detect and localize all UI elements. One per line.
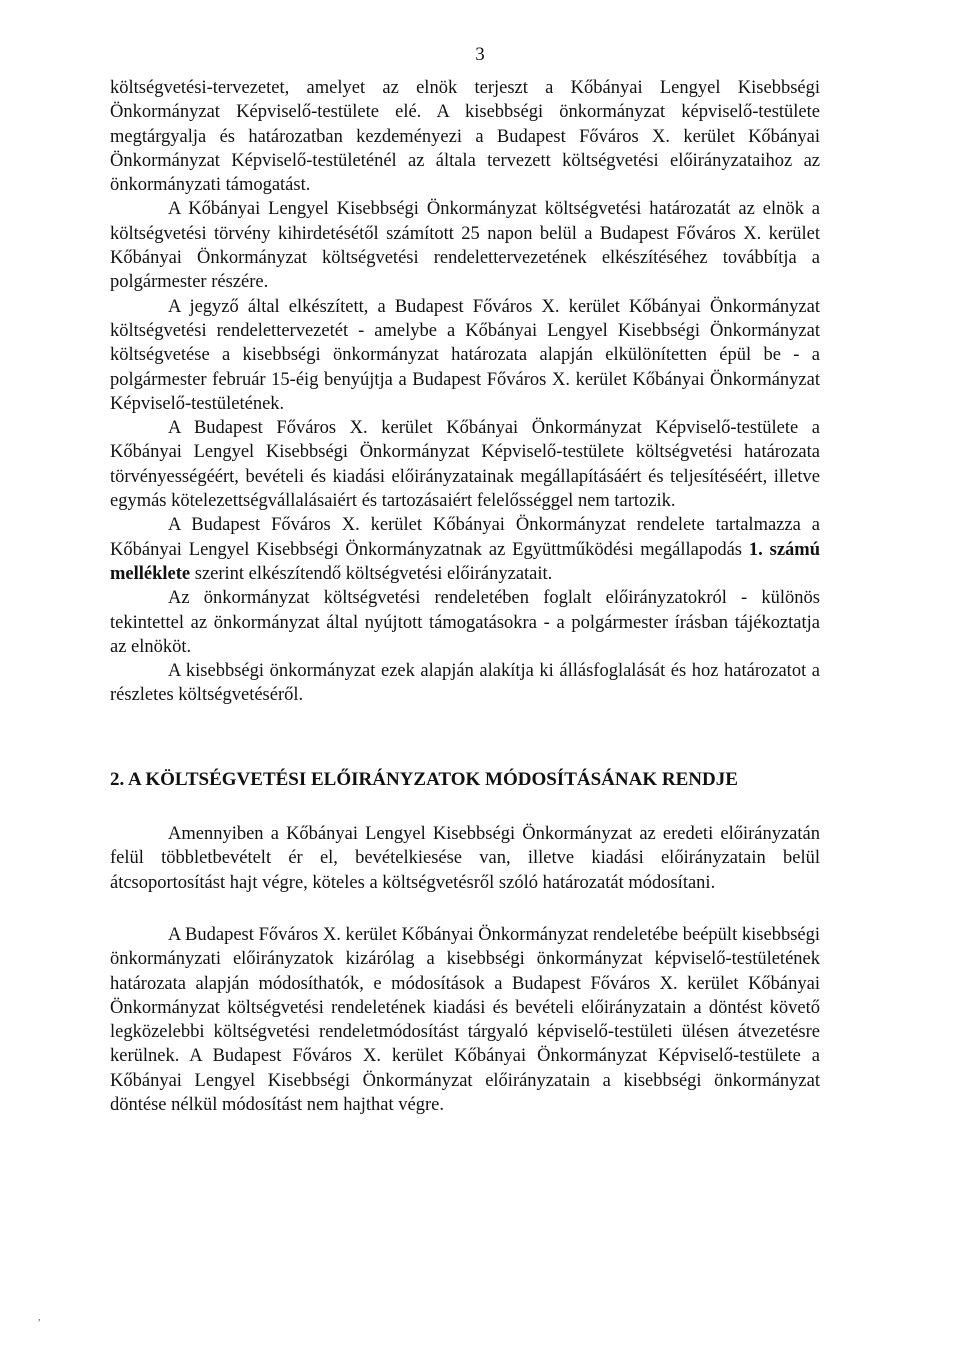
paragraph-liability: A Budapest Főváros X. kerület Kőbányai Önkormányzat Képviselő-testülete a Kőbányai Lengyel Kisebbségi Önkormányzat Képviselő-testülete költségvetési határozata törvényességéért, bevételi és kiadási előirányzatainak megállapításáért és teljesítéséért, illetve egymás kötelezettségvállalásaiért és tartozásaiért felelősséggel nem tartozik. [110,418,820,512]
paragraph-draft-regulation: A jegyző által elkészített, a Budapest Főváros X. kerület Kőbányai Önkormányzat költségvetési rendelettervezetét - amelybe a Kőbányai Lengyel Kisebbségi Önkormányzat költségvetése a kisebbségi önkormányzat határozata alapján elkülönítetten épül be - a polgármester február 15-éig benyújtja a Budapest Főváros X. kerület Kőbányai Önkormányzat Képviselő-testületének. [110,296,820,414]
paragraph-amendment-obligation: Amennyiben a Kőbányai Lengyel Kisebbségi Önkormányzat az eredeti előirányzatán felül többletbevételt ér el, bevételkiesése van, illetve kiadási előirányzatain belül átcsoportosítást hajt végre, köteles a költségvetésről szóló határozatát módosítani. [110,824,820,893]
document-body [110,76,820,1117]
paragraph-regulation-contents [110,513,820,586]
paragraph-detailed-budget: A kisebbségi önkormányzat ezek alapján alakítja ki állásfoglalását és hoz határozatot a részletes költségvetéséről. [110,661,820,706]
paragraph-budget-resolution: A Kőbányai Lengyel Kisebbségi Önkormányzat költségvetési határozatát az elnök a költségvetési törvény kihirdetésétől számított 25 napon belül a Budapest Főváros X. kerület Kőbányai Önkormányzat költségvetési rendelettervezetének elkészítéséhez továbbítja a polgármester részére. [110,199,820,293]
paragraph-mayor-information: Az önkormányzat költségvetési rendeletében foglalt előirányzatokról - különös tekintettel az önkormányzat által nyújtott támogatásokra - a polgármester írásban tájékoztatja az elnököt. [110,588,820,657]
p5-text-after: szerint elkészítendő költségvetési előirányzatait. [190,563,553,584]
annex-reference: 1. számú melléklete [110,539,820,584]
p5-text-before: A Budapest Főváros X. kerület Kőbányai Önkormányzat rendelete tartalmazza a Kőbányai Lengyel Kisebbségi Önkormányzatnak az Együttműködési megállapodás [110,515,820,560]
section-heading: 2. A KÖLTSÉGVETÉSI ELŐIRÁNYZATOK MÓDOSÍTÁSÁNAK RENDJE [110,768,738,790]
page-number: 3 [475,44,485,65]
paragraph-amendment-procedure: A Budapest Főváros X. kerület Kőbányai Önkormányzat rendeletébe beépült kisebbségi önkormányzati előirányzatok kizárólag a kisebbségi önkormányzat képviselő-testületének határozata alapján módosíthatók, e módosítások a Budapest Főváros X. kerület Kőbányai Önkormányzat költségvetési rendeletének kiadási és bevételi előirányzatain a döntést követő legközelebbi költségvetési rendeletmódosítást tárgyaló képviselő-testületi ülésen átvezetésre kerülnek. A Budapest Főváros X. kerület Kőbányai Önkormányzat Képviselő-testülete a Kőbányai Lengyel Kisebbségi Önkormányzat előirányzatain a kisebbségi önkormányzat döntése nélkül módosítást nem hajthat végre. [110,924,820,1115]
scan-artifact-mark: , [38,1312,41,1323]
paragraph-continuation: költségvetési-tervezetet, amelyet az elnök terjeszt a Kőbányai Lengyel Kisebbségi Önkormányzat Képviselő-testülete elé. A kisebbségi önkormányzat képviselő-testülete megtárgyalja és határozatban kezdeményezi a Budapest Főváros X. kerület Kőbányai Önkormányzat Képviselő-testületénél az általa tervezett költségvetési előirányzataihoz az önkormányzati támogatást. [110,78,820,196]
